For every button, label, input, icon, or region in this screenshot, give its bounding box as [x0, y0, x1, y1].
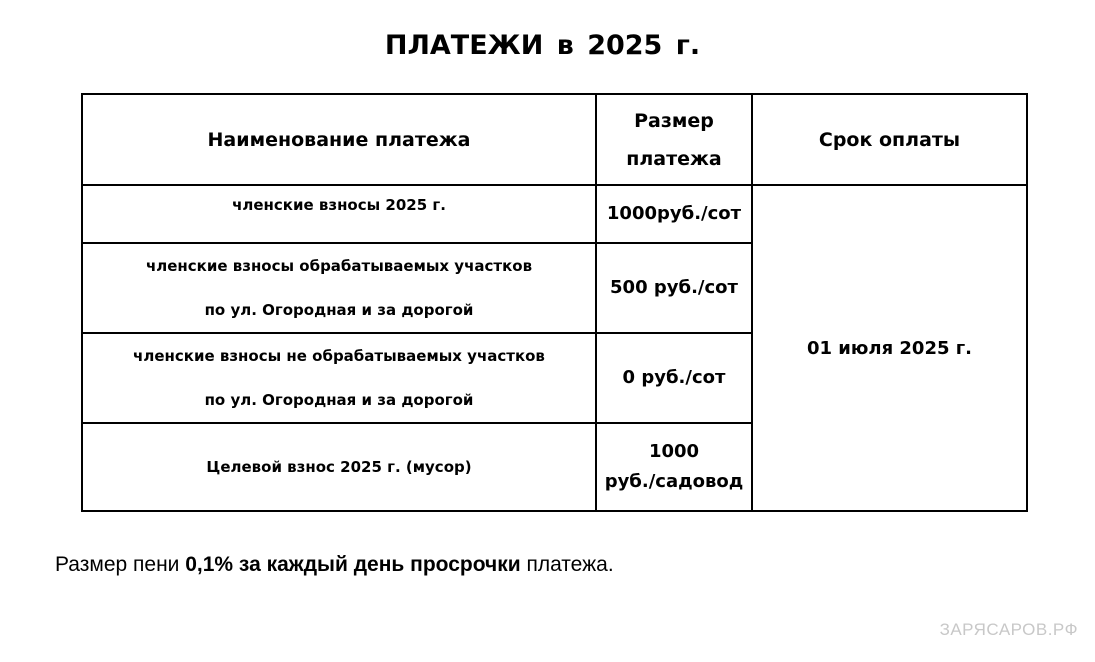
payment-name-cell	[82, 243, 596, 333]
payment-name-line2: по ул. Огородная и за дорогой	[204, 391, 474, 409]
table-header-row	[82, 94, 1027, 185]
penalty-note	[55, 553, 614, 577]
payment-name-cell	[82, 423, 596, 511]
payment-name: членские взносы 2025 г.	[232, 196, 446, 214]
payment-name-cell	[82, 333, 596, 423]
payment-amount-unit: руб./сот	[653, 277, 738, 298]
penalty-note-emphasis: 0,1% за каждый день просрочки	[185, 553, 521, 576]
payment-amount-value: 1000	[648, 441, 700, 462]
payment-amount-unit: руб./садовод	[604, 471, 744, 492]
payment-amount-value: 1000	[606, 203, 658, 224]
payment-name-cell	[82, 185, 596, 243]
page-title: ПЛАТЕЖИ в 2025 г.	[384, 30, 701, 61]
payment-amount-value: 500	[610, 277, 648, 298]
payment-amount-cell	[596, 185, 752, 243]
penalty-note-prefix: Размер пени	[55, 553, 186, 576]
payment-amount-unit: руб./сот	[657, 203, 742, 224]
payment-name-line1: членские взносы не обрабатываемых участков	[133, 347, 545, 365]
payment-name-line1: членские взносы обрабатываемых участков	[145, 257, 533, 275]
header-due: Срок оплаты	[752, 94, 1027, 185]
payment-amount-unit: руб./сот	[641, 367, 726, 388]
payments-table	[81, 93, 1028, 512]
payment-name-line2: по ул. Огородная и за дорогой	[204, 301, 474, 319]
payment-amount-cell	[596, 243, 752, 333]
site-watermark: ЗАРЯСАРОВ.РФ	[939, 620, 1078, 639]
header-name: Наименование платежа	[82, 94, 596, 185]
payment-amount-cell	[596, 423, 752, 511]
due-date-cell	[752, 185, 1027, 511]
payment-name: Целевой взнос 2025 г. (мусор)	[206, 458, 472, 476]
table-row	[82, 185, 1027, 243]
header-amount: Размер платежа	[596, 94, 752, 185]
due-date: 01 июля 2025 г.	[806, 337, 973, 359]
penalty-note-suffix: платежа.	[520, 553, 614, 576]
payment-amount-value: 0	[622, 367, 636, 388]
payment-amount-cell	[596, 333, 752, 423]
